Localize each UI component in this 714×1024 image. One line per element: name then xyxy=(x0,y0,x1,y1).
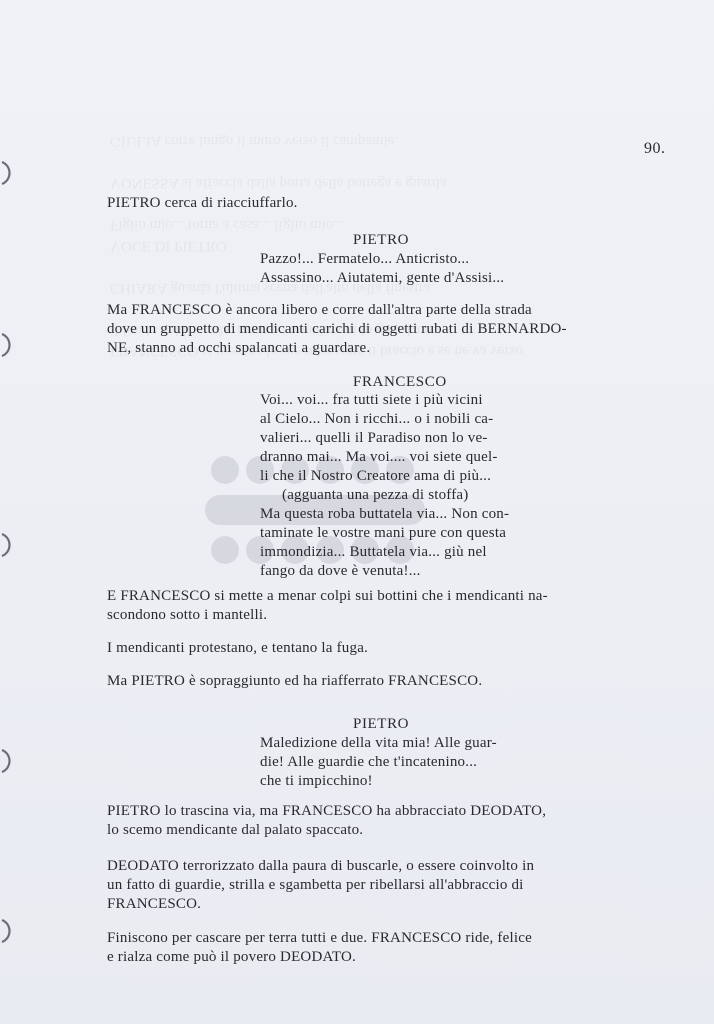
dialogue-line: li che il Nostro Creatore ama di più... xyxy=(260,468,492,484)
dialogue-line: che ti impicchino! xyxy=(260,773,373,789)
dialogue-line: dranno mai... Ma voi.... voi siete quel- xyxy=(260,449,498,465)
dialogue-line: Voi... voi... fra tutti siete i più vicini xyxy=(260,392,483,408)
action-line: E FRANCESCO si mette a menar colpi sui bottini che i mendicanti na- xyxy=(107,588,548,604)
dialogue-line: die! Alle guardie che t'incatenino... xyxy=(260,754,478,770)
dialogue-line: Maledizione della vita mia! Alle guar- xyxy=(260,735,497,751)
page-number: 90. xyxy=(644,140,666,157)
action-line: NE, stanno ad occhi spalancati a guardare. xyxy=(107,340,371,356)
dialogue-line: immondizia... Buttatela via... giù nel xyxy=(260,544,487,560)
action-line: I mendicanti protestano, e tentano la fuga. xyxy=(107,640,369,656)
action-line: lo scemo mendicante dal palato spaccato. xyxy=(107,822,364,838)
action-line: DEODATO terrorizzato dalla paura di buscarle, o essere coinvolto in xyxy=(107,858,535,874)
dialogue-line: Assassino... Aiutatemi, gente d'Assisi... xyxy=(260,270,505,286)
action-line: PIETRO lo trascina via, ma FRANCESCO ha abbracciato DEODATO, xyxy=(107,803,547,819)
speaker-name: PIETRO xyxy=(353,716,410,732)
binder-hole-icon xyxy=(0,532,16,558)
action-line: Ma PIETRO è sopraggiunto ed ha riafferrato FRANCESCO. xyxy=(107,673,483,689)
action-line: scondono sotto i mantelli. xyxy=(107,607,268,623)
dialogue-line: valieri... quelli il Paradiso non lo ve- xyxy=(260,430,488,446)
dialogue-line: Pazzo!... Fermatelo... Anticristo... xyxy=(260,251,470,267)
dialogue-line: Ma questa roba buttatela via... Non con- xyxy=(260,506,510,522)
dialogue-line: al Cielo... Non i ricchi... o i nobili ca- xyxy=(260,411,494,427)
binder-hole-icon xyxy=(0,918,16,944)
action-line: FRANCESCO. xyxy=(107,896,202,912)
action-line: Ma FRANCESCO è ancora libero e corre dall'altra parte della strada xyxy=(107,302,532,318)
speaker-name: PIETRO xyxy=(353,232,410,248)
action-line: un fatto di guardie, strilla e sgambetta per ribellarsi all'abbraccio di xyxy=(107,877,524,893)
parenthetical: (agguanta una pezza di stoffa) xyxy=(282,487,469,503)
action-line: Finiscono per cascare per terra tutti e due. FRANCESCO ride, felice xyxy=(107,930,532,946)
binder-hole-icon xyxy=(0,748,16,774)
binder-hole-icon xyxy=(0,160,16,186)
action-line: dove un gruppetto di mendicanti carichi di oggetti rubati di BERNARDO- xyxy=(107,321,567,337)
dialogue-line: fango da dove è venuta!... xyxy=(260,563,421,579)
speaker-name: FRANCESCO xyxy=(353,374,447,390)
action-line: PIETRO cerca di riacciuffarlo. xyxy=(107,195,298,211)
dialogue-line: taminate le vostre mani pure con questa xyxy=(260,525,507,541)
binder-hole-icon xyxy=(0,332,16,358)
action-line: e rialza come può il povero DEODATO. xyxy=(107,949,356,965)
